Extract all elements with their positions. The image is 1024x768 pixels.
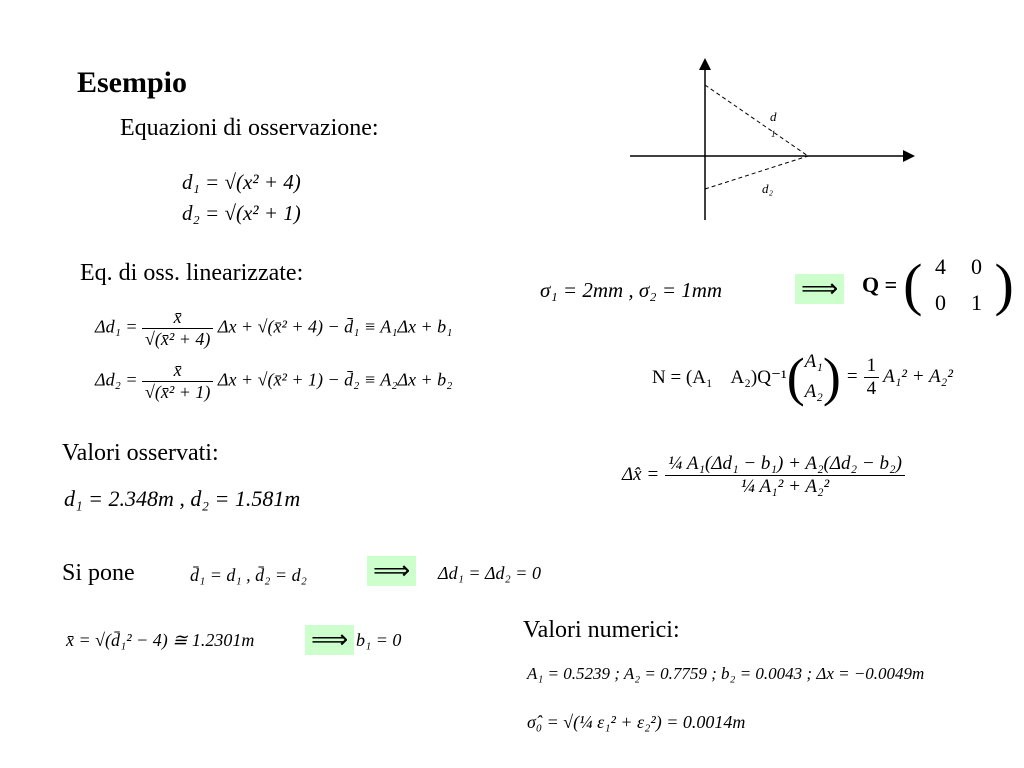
n-rhs: A₁² + A₂² bbox=[883, 366, 953, 387]
numeric-values: A₁ = 0.5239 ; A₂ = 0.7759 ; b₂ = 0.0043 ; Δx = −0.0049m bbox=[527, 664, 925, 683]
implies-arrow-3: ⟹ bbox=[305, 625, 354, 655]
d1-label: d bbox=[770, 109, 777, 124]
lin2-fraction bbox=[142, 360, 213, 403]
n-vec-a1: A₁ bbox=[804, 351, 823, 372]
observed-values-label: Valori osservati: bbox=[62, 440, 219, 466]
page-title: Esempio bbox=[77, 66, 188, 99]
dx-fraction bbox=[665, 453, 905, 498]
sigma-equation: σ₁ = 2mm , σ₂ = 1mm bbox=[540, 278, 723, 302]
d2-label: d₂ bbox=[762, 181, 774, 196]
numeric-values-label: Valori numerici: bbox=[523, 617, 680, 643]
observed-values: d₁ = 2.348m , d₂ = 1.581m bbox=[64, 486, 301, 511]
linearized-equation-1 bbox=[95, 307, 452, 350]
dx-denominator: ¼ A₁² + A₂² bbox=[740, 475, 830, 497]
n-lhs: N = (A₁ A₂)Q⁻¹ bbox=[652, 366, 787, 388]
observation-equations-label: Equazioni di osservazione: bbox=[120, 115, 379, 141]
lin1-fraction bbox=[142, 307, 213, 350]
dx-numerator: ¼ A₁(Δd₁ − b₁) + A₂(Δd₂ − b₂) bbox=[665, 453, 905, 476]
b1-equation: b₁ = 0 bbox=[356, 630, 402, 650]
d2-dashed-line bbox=[705, 156, 808, 189]
si-pone-label: Si pone bbox=[62, 560, 135, 586]
implies-arrow-1: ⟹ bbox=[795, 274, 844, 304]
n-quarter-fraction bbox=[864, 355, 880, 400]
sigma0-hat-equation: σ̂₀ = √(¼ ε₁² + ε₂²) = 0.0014m bbox=[527, 712, 746, 732]
lin1-numerator: x̄ bbox=[142, 307, 213, 329]
n-vec-right-paren: ) bbox=[822, 347, 841, 407]
q-m11: 4 bbox=[934, 254, 946, 279]
d1-dashed-line bbox=[705, 85, 808, 156]
geometry-diagram bbox=[620, 55, 920, 225]
lin1-rhs: Δx + √(x̄² + 4) − d̄₁ ≡ A₁Δx + b₁ bbox=[217, 316, 453, 337]
lin2-rhs: Δx + √(x̄² + 1) − d̄₂ ≡ A₂Δx + b₂ bbox=[217, 369, 453, 390]
delta-x-hat-equation bbox=[622, 440, 905, 510]
q-m12: 0 bbox=[970, 254, 982, 279]
n-equals: = bbox=[846, 366, 858, 387]
n-frac-den: 4 bbox=[866, 377, 877, 399]
si-pone-equation: d̄₁ = d₁ , d̄₂ = d₂ bbox=[190, 565, 307, 585]
n-vector bbox=[805, 351, 823, 403]
q-right-paren: ) bbox=[994, 252, 1014, 317]
implies-arrow-2: ⟹ bbox=[367, 556, 416, 586]
q-left-paren: ( bbox=[903, 252, 923, 317]
q-lhs: Q = bbox=[862, 272, 898, 297]
linearized-equation-2 bbox=[95, 360, 452, 403]
x-bar-equation: x̄ = √(d̄₁² − 4) ≅ 1.2301m bbox=[66, 630, 255, 650]
n-vec-a2: A₂ bbox=[804, 381, 823, 402]
lin1-lhs: Δd₁ = bbox=[95, 316, 138, 337]
lin2-lhs: Δd₂ = bbox=[95, 369, 138, 390]
observation-equation-1: d₁ = √(x² + 4) bbox=[182, 170, 301, 194]
q-matrix bbox=[922, 254, 994, 316]
q-m22: 1 bbox=[970, 290, 982, 315]
observation-equation-2: d₂ = √(x² + 1) bbox=[182, 201, 301, 225]
lin2-denominator: √(x̄² + 1) bbox=[144, 382, 211, 402]
q-matrix-equation bbox=[862, 250, 1014, 320]
q-m21: 0 bbox=[934, 290, 946, 315]
n-frac-num: 1 bbox=[864, 355, 880, 378]
n-equation bbox=[652, 343, 953, 411]
d1-label-subscript: 1 bbox=[771, 129, 776, 139]
delta-d-zero: Δd₁ = Δd₂ = 0 bbox=[438, 563, 541, 583]
lin1-denominator: √(x̄² + 4) bbox=[144, 329, 211, 349]
n-vec-left-paren: ( bbox=[786, 347, 805, 407]
linearized-equations-label: Eq. di oss. linearizzate: bbox=[80, 260, 304, 286]
lin2-numerator: x̄ bbox=[142, 360, 213, 382]
dx-lhs: Δx̂ = bbox=[622, 464, 660, 485]
